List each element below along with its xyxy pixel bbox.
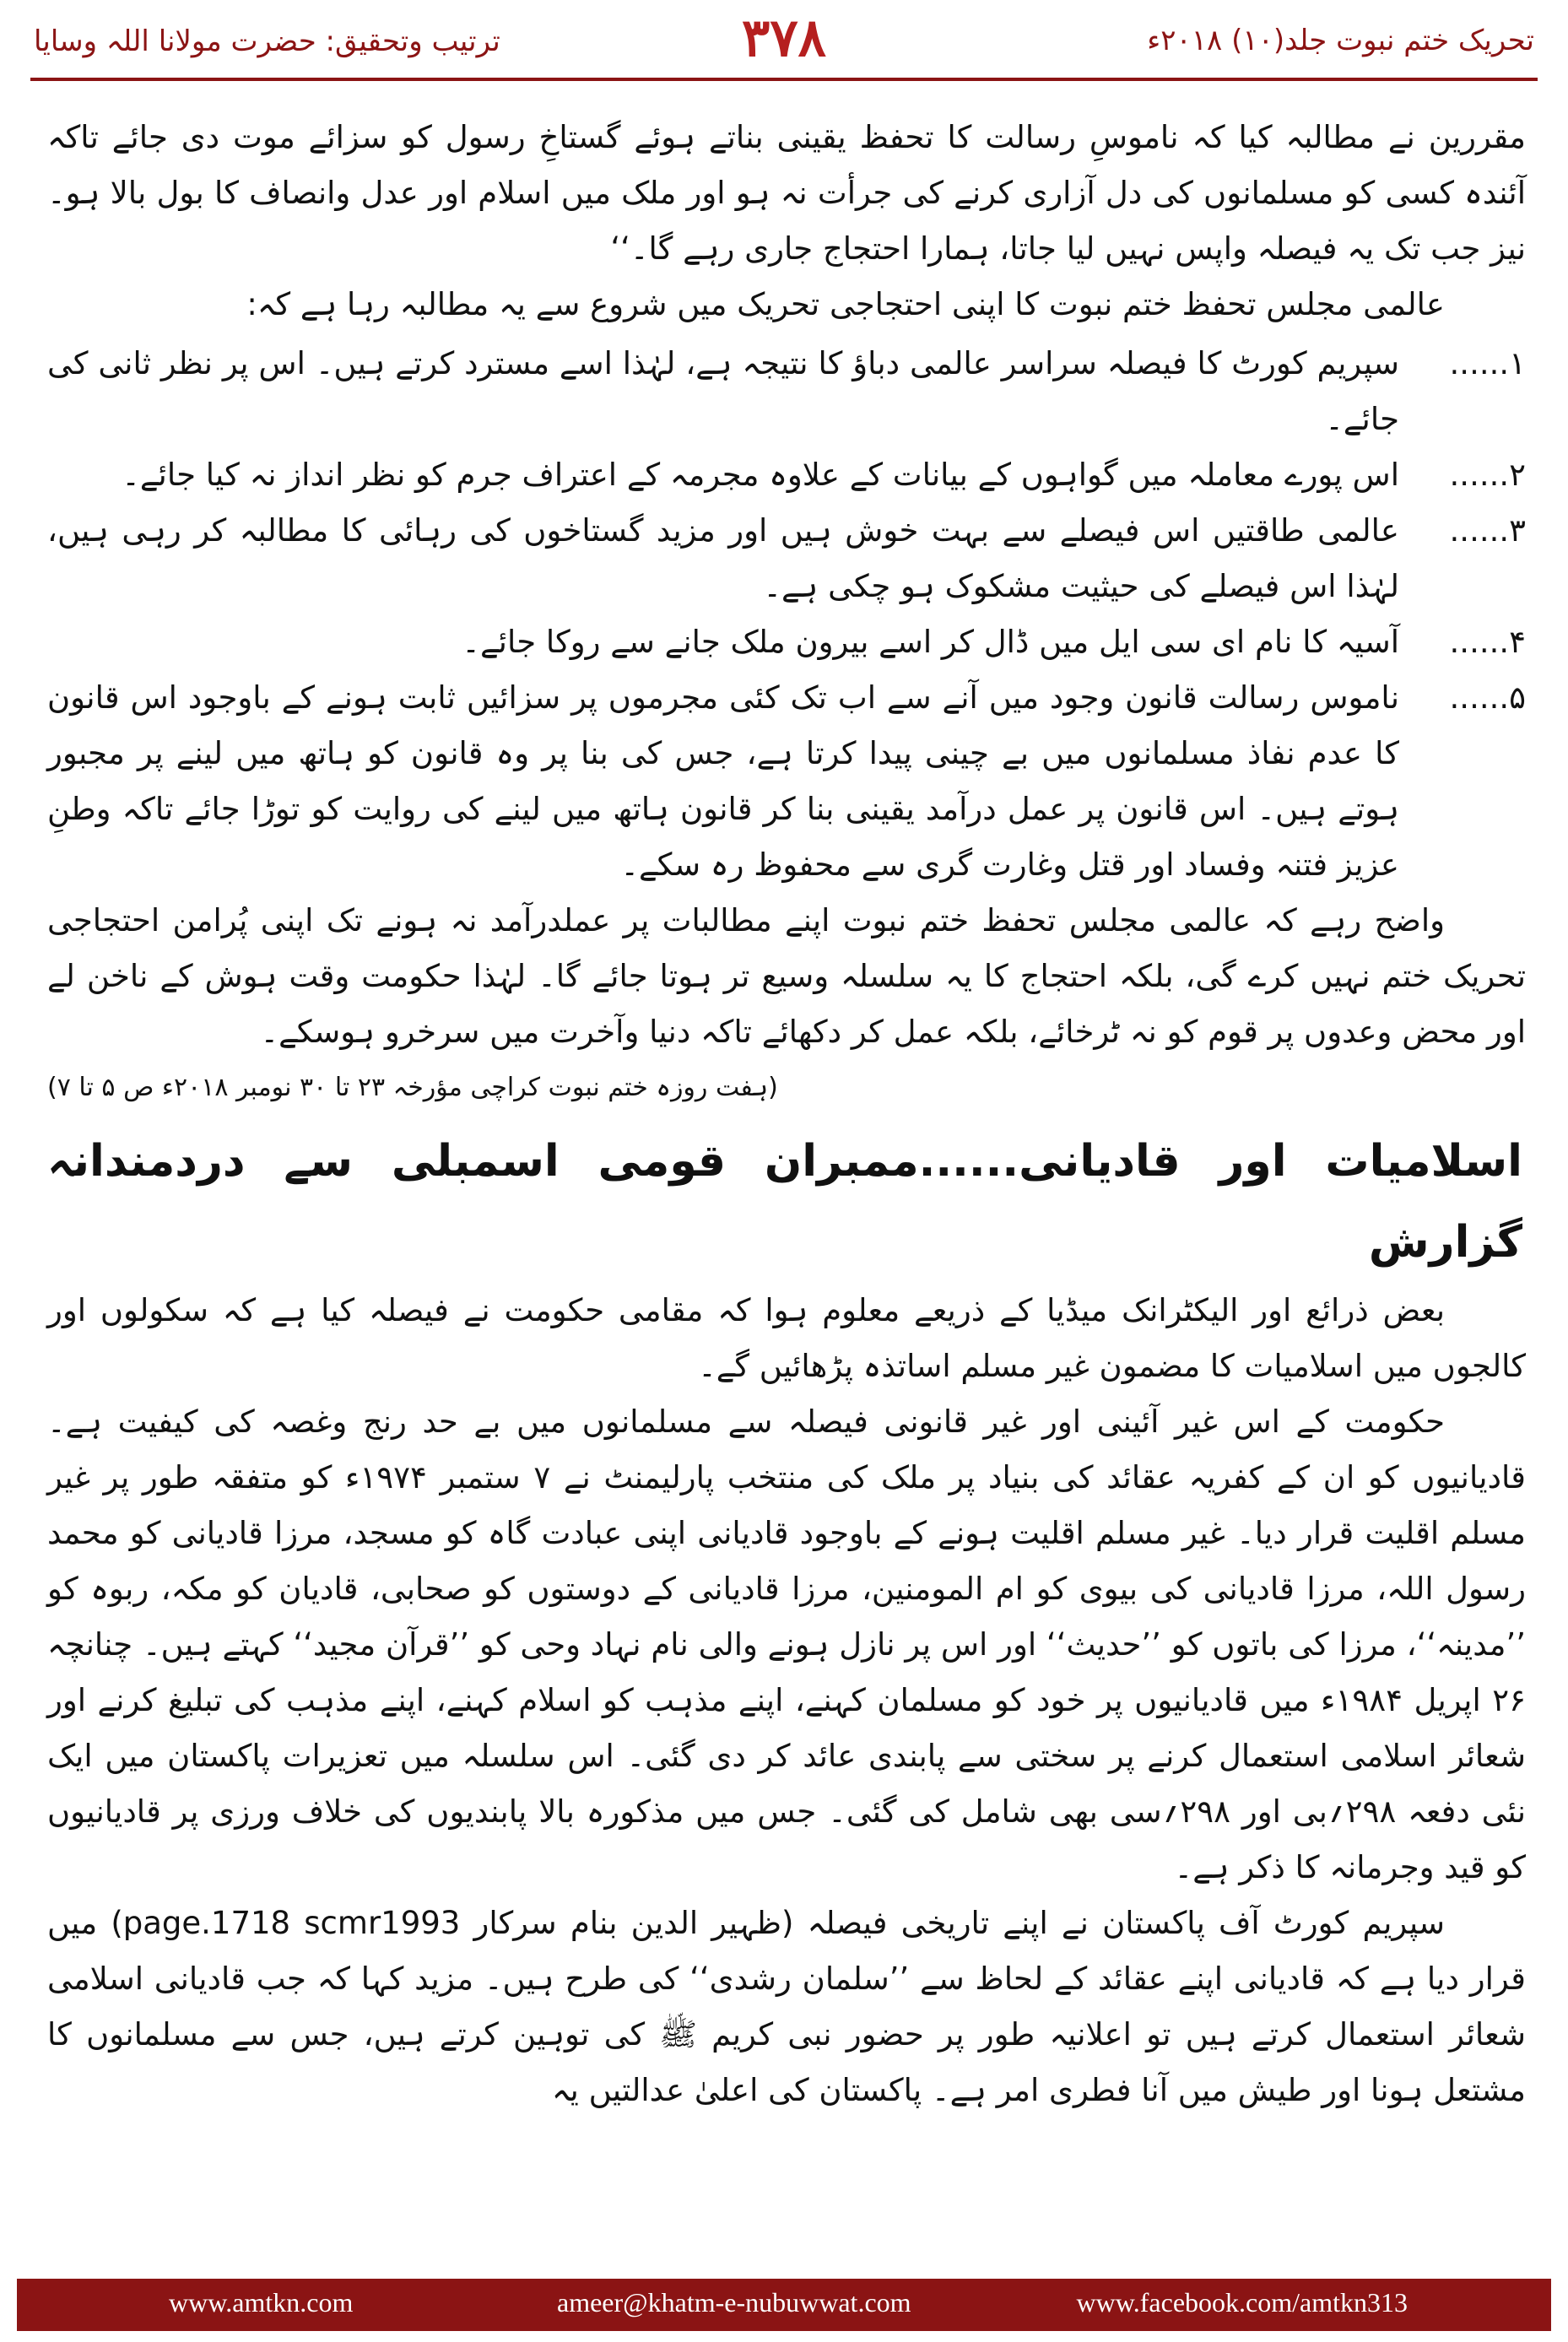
paragraph-section-intro: بعض ذرائع اور الیکٹرانک میڈیا کے ذریعے معلوم ہوا کہ مقامی حکومت نے فیصلہ کیا ہے کہ سکولوں اور کالجوں میں اسلامیات کا مضمون غیر مسلم اساتذہ پڑھائیں گے۔	[47, 1292, 1526, 1384]
paragraph-supreme-court: سپریم کورٹ آف پاکستان نے اپنے تاریخی فیصلہ (ظہیر الدین بنام سرکار page.1718 scmr1993) میں قرار دیا ہے کہ قادیانی اپنے عقائد کے لحاظ سے ’’سلمان رشدی‘‘ کی طرح ہیں۔ مزید کہا کہ جب قادیانی اسلامی شعائر استعمال کرتے ہیں تو اعلانیہ طور پر حضور نبی کریم ﷺ کی توہین کرتے ہیں، جس سے مسلمانوں کا مشتعل ہونا اور طیش میں آنا فطری امر ہے۔ پاکستان کی اعلیٰ عدالتیں یہ	[47, 1905, 1526, 2108]
list-item-text: عالمی طاقتیں اس فیصلے سے بہت خوش ہیں اور مزید گستاخوں کی رہائی کا مطالبہ کر رہی ہیں، لہٰذا اس فیصلے کی حیثیت مشکوک ہو چکی ہے۔	[47, 512, 1399, 604]
page-number: ۳۷۸	[742, 7, 826, 68]
list-item	[47, 503, 1526, 614]
citation-source: (ہفت روزہ ختم نبوت کراچی مؤرخہ ۲۳ تا ۳۰ نومبر ۲۰۱۸ء ص ۵ تا ۷)	[47, 1073, 778, 1102]
list-item	[47, 614, 1526, 670]
list-item-number: ۵......	[1449, 679, 1526, 716]
page-header	[0, 0, 1568, 76]
footer-website-link[interactable]: www.amtkn.com	[169, 2287, 354, 2318]
footer-email-link[interactable]: ameer@khatm-e-nubuwwat.com	[557, 2287, 911, 2318]
demands-list	[47, 336, 1526, 893]
footer-facebook-link[interactable]: www.facebook.com/amtkn313	[1076, 2287, 1408, 2318]
header-compiler: ترتیب وتحقیق: حضرت مولانا اللہ وسایا	[34, 24, 500, 58]
paragraph-closing: واضح رہے کہ عالمی مجلس تحفظ ختم نبوت اپنے مطالبات پر عملدرآمد نہ ہونے تک اپنی پُرامن احتجاجی تحریک ختم نہیں کرے گی، بلکہ احتجاج کا یہ سلسلہ وسیع تر ہوتا جائے گا۔ لہٰذا حکومت وقت ہوش کے ناخن لے اور محض وعدوں پر قوم کو نہ ٹرخائے، بلکہ عمل کر دکھائے تاکہ دنیا وآخرت میں سرخرو ہوسکے۔	[47, 902, 1526, 1050]
list-item-text: آسیہ کا نام ای سی ایل میں ڈال کر اسے بیرون ملک جانے سے روکا جائے۔	[462, 624, 1399, 660]
list-item-number: ۴......	[1449, 624, 1526, 660]
list-item	[47, 670, 1526, 893]
page-footer	[17, 2279, 1551, 2331]
list-item-text: ناموس رسالت قانون وجود میں آنے سے اب تک کئی مجرموں پر سزائیں ثابت ہونے کے باوجود اس قانون کا عدم نفاذ مسلمانوں میں بے چینی پیدا کرتا ہے، جس کی بنا پر وہ قانون کو ہاتھ میں لینے پر مجبور ہوتے ہیں۔ اس قانون پر عمل درآمد یقینی بنا کر قانون ہاتھ میں لینے کی روایت کو توڑا جائے تاکہ وطنِ عزیز فتنہ وفساد اور قتل وغارت گری سے محفوظ رہ سکے۔	[47, 679, 1399, 883]
paragraph-speakers-demand: مقررین نے مطالبہ کیا کہ ناموسِ رسالت کا تحفظ یقینی بناتے ہوئے گستاخِ رسول کو سزائے موت دی جائے تاکہ آئندہ کسی کو مسلمانوں کی دل آزاری کرنے کی جرأت نہ ہو اور ملک میں اسلام اور عدل وانصاف کا بول بالا ہو۔ نیز جب تک یہ فیصلہ واپس نہیں لیا جاتا، ہمارا احتجاج جاری رہے گا۔‘‘	[47, 119, 1526, 267]
list-item-text: سپریم کورٹ کا فیصلہ سراسر عالمی دباؤ کا نتیجہ ہے، لہٰذا اسے مسترد کرتے ہیں۔ اس پر نظر ثانی کی جائے۔	[47, 345, 1399, 437]
list-item	[47, 336, 1526, 447]
section-title: اسلامیات اور قادیانی......ممبران قومی اسمبلی سے دردمندانہ گزارش	[47, 1136, 1522, 1268]
list-item-number: ۲......	[1449, 457, 1526, 493]
header-book-title: تحریک ختم نبوت جلد(۱۰) ۲۰۱۸ء	[1147, 24, 1534, 57]
paragraph-government-decision: حکومت کے اس غیر آئینی اور غیر قانونی فیصلہ سے مسلمانوں میں بے حد رنج وغصہ کی کیفیت ہے۔ قادیانیوں کو ان کے کفریہ عقائد کی بنیاد پر ملک کی منتخب پارلیمنٹ نے ۷ ستمبر ۱۹۷۴ء کو متفقہ طور پر غیر مسلم اقلیت قرار دیا۔ غیر مسلم اقلیت ہونے کے باوجود قادیانی اپنی عبادت گاہ کو مسجد، مرزا قادیانی کو محمد رسول اللہ، مرزا قادیانی کی بیوی کو ام المومنین، مرزا قادیانی کے دوستوں کو صحابی، قادیان کو مکہ، ربوہ کو ’’مدینہ‘‘، مرزا کی باتوں کو ’’حدیث‘‘ اور اس پر نازل ہونے والی نام نہاد وحی کو ’’قرآن مجید‘‘ کہتے ہیں۔ چنانچہ ۲۶ اپریل ۱۹۸۴ء میں قادیانیوں پر خود کو مسلمان کہنے، اپنے مذہب کو اسلام کہنے، اپنے مذہب کی تبلیغ کرنے اور شعائر اسلامی استعمال کرنے پر سختی سے پابندی عائد کر دی گئی۔ اس سلسلہ میں تعزیرات پاکستان میں ایک نئی دفعہ ۲۹۸؍بی اور ۲۹۸؍سی بھی شامل کی گئی۔ جس میں مذکورہ بالا پابندیوں کی خلاف ورزی پر قادیانیوں کو قید وجرمانہ کا ذکر ہے۔	[47, 1404, 1526, 1885]
header-divider	[30, 78, 1538, 81]
citation-line	[47, 1060, 1526, 1116]
list-item-number: ۳......	[1449, 512, 1526, 549]
page-body	[47, 110, 1526, 2118]
paragraph-demands-intro: عالمی مجلس تحفظ ختم نبوت کا اپنی احتجاجی تحریک میں شروع سے یہ مطالبہ رہا ہے کہ:	[246, 286, 1445, 322]
list-item	[47, 447, 1526, 503]
list-item-text: اس پورے معاملہ میں گواہوں کے بیانات کے علاوہ مجرمہ کے اعتراف جرم کو نظر انداز نہ کیا جائے۔	[122, 457, 1399, 493]
list-item-number: ۱......	[1449, 345, 1526, 381]
